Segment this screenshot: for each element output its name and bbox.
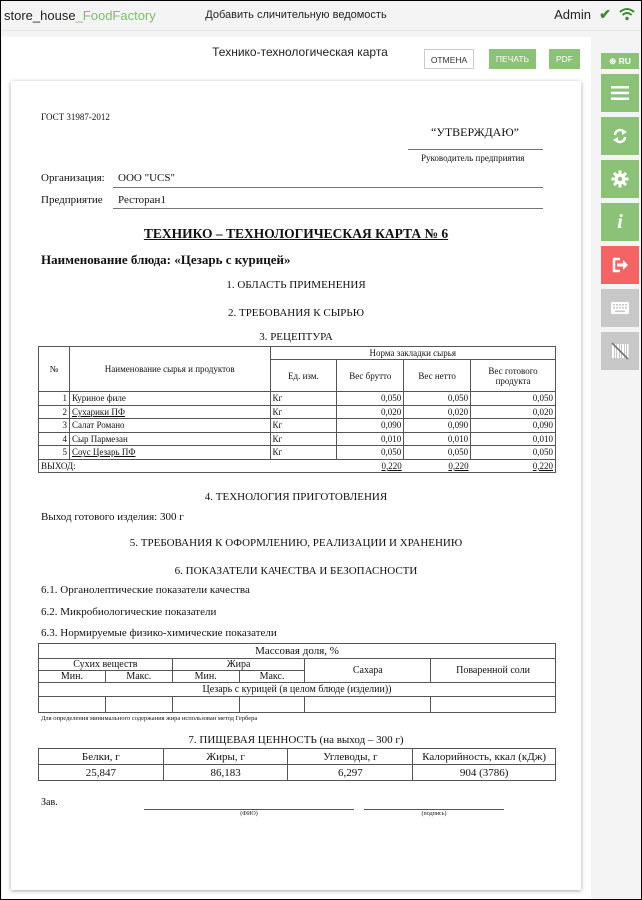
cancel-button[interactable]: ОТМЕНА bbox=[424, 49, 474, 69]
page-title: Добавить сличительную ведомость bbox=[205, 9, 387, 21]
section-5: 5. ТРЕБОВАНИЯ К ОФОРМЛЕНИЮ, РЕАЛИЗАЦИИ И ХРАНЕНИЮ bbox=[129, 537, 463, 549]
sync-button[interactable] bbox=[601, 117, 639, 155]
enterprise-value: Ресторан1 bbox=[118, 194, 166, 206]
language-button[interactable] bbox=[601, 53, 639, 69]
header-calories: Калорийность, ккал (кДж) bbox=[413, 749, 556, 765]
row-name: Куриное филе bbox=[69, 392, 270, 406]
mass-fat-min: Мин. bbox=[172, 671, 239, 683]
logout-icon bbox=[611, 256, 629, 274]
row-net: 0,090 bbox=[404, 419, 471, 433]
table-row bbox=[39, 446, 556, 460]
row-gross: 0,020 bbox=[337, 405, 404, 419]
recipe-table bbox=[38, 346, 556, 473]
row-net: 0,050 bbox=[404, 446, 471, 460]
table-row bbox=[39, 419, 556, 433]
dish-name: Наименование блюда: «Цезарь с курицей» bbox=[41, 252, 291, 267]
value-fat: 86,183 bbox=[163, 765, 288, 781]
mass-cell bbox=[39, 697, 106, 713]
mass-title: Массовая доля, % bbox=[39, 644, 556, 659]
mass-cell bbox=[305, 697, 431, 713]
enterprise-label: Предприятие bbox=[41, 194, 103, 206]
row-ready: 0,020 bbox=[471, 405, 556, 419]
head-label: Зав. bbox=[41, 797, 58, 808]
panel-title: Технико-технологическая карта bbox=[212, 45, 388, 59]
gear-icon bbox=[611, 170, 629, 188]
row-gross: 0,050 bbox=[337, 392, 404, 406]
row-net: 0,050 bbox=[404, 392, 471, 406]
app-name-prefix: store_house bbox=[4, 8, 76, 23]
row-num: 4 bbox=[39, 432, 70, 446]
mass-dish-row: Цезарь с курицей (в целом блюде (изделии)) bbox=[39, 683, 556, 697]
header-name: Наименование сырья и продуктов bbox=[69, 347, 270, 392]
row-name-link[interactable]: Сухарики ПФ bbox=[69, 405, 270, 419]
total-net: 0,220 bbox=[404, 459, 471, 473]
total-label: ВЫХОД: bbox=[39, 459, 337, 473]
method-note: Для определения минимального содержания жира использован метод Гербера bbox=[41, 715, 258, 722]
value-carbs: 6,297 bbox=[288, 765, 413, 781]
org-underline bbox=[113, 187, 543, 188]
row-gross: 0,090 bbox=[337, 419, 404, 433]
mass-cell bbox=[431, 697, 556, 713]
header-carbs: Углеводы, г bbox=[288, 749, 413, 765]
org-value: ООО "UCS" bbox=[118, 172, 175, 184]
row-gross: 0,050 bbox=[337, 446, 404, 460]
wifi-icon bbox=[619, 6, 635, 22]
signature-line bbox=[364, 809, 504, 810]
barcode-off-icon bbox=[611, 342, 629, 360]
row-ready: 0,050 bbox=[471, 446, 556, 460]
keyboard-icon bbox=[611, 302, 629, 314]
language-label: RU bbox=[618, 56, 631, 66]
app-name-accent: _FoodFactory bbox=[75, 8, 156, 23]
section-6-2: 6.2. Микробиологические показатели bbox=[41, 606, 217, 618]
keyboard-button[interactable] bbox=[601, 289, 639, 327]
row-unit: Кг bbox=[270, 432, 337, 446]
header-net: Вес нетто bbox=[404, 360, 471, 392]
header-ready: Вес готового продукта bbox=[471, 360, 556, 392]
top-bar bbox=[1, 1, 641, 31]
section-2: 2. ТРЕБОВАНИЯ К СЫРЬЮ bbox=[227, 307, 365, 319]
approve-signature-line bbox=[408, 149, 543, 150]
mass-salt-header: Поваренной соли bbox=[431, 659, 556, 683]
barcode-button[interactable] bbox=[601, 332, 639, 370]
row-gross: 0,010 bbox=[337, 432, 404, 446]
row-unit: Кг bbox=[270, 392, 337, 406]
row-name: Сыр Пармезан bbox=[69, 432, 270, 446]
section-7: 7. ПИЩЕВАЯ ЦЕННОСТЬ (на выход – 300 г) bbox=[188, 734, 404, 746]
mass-fraction-table bbox=[38, 643, 556, 713]
row-name-link[interactable]: Соус Цезарь ПФ bbox=[69, 446, 270, 460]
header-num: № bbox=[39, 347, 70, 392]
row-net: 0,010 bbox=[404, 432, 471, 446]
row-name: Салат Романо bbox=[69, 419, 270, 433]
signature-caption: (подпись) bbox=[421, 811, 447, 817]
row-num: 2 bbox=[39, 405, 70, 419]
logout-button[interactable] bbox=[601, 246, 639, 284]
row-net: 0,020 bbox=[404, 405, 471, 419]
row-num: 5 bbox=[39, 446, 70, 460]
user-name[interactable]: Admin bbox=[554, 7, 591, 22]
header-unit: Ед. изм. bbox=[270, 360, 337, 392]
row-unit: Кг bbox=[270, 419, 337, 433]
name-signature-line bbox=[144, 809, 354, 810]
mass-cell bbox=[105, 697, 172, 713]
total-row bbox=[39, 459, 556, 473]
row-ready: 0,010 bbox=[471, 432, 556, 446]
header-gross: Вес брутто bbox=[337, 360, 404, 392]
total-ready: 0,220 bbox=[471, 459, 556, 473]
mass-dry-header: Сухих веществ bbox=[39, 659, 173, 671]
row-unit: Кг bbox=[270, 405, 337, 419]
mass-cell bbox=[172, 697, 239, 713]
check-icon: ✔ bbox=[599, 6, 611, 22]
header-protein: Белки, г bbox=[39, 749, 164, 765]
section-1: 1. ОБЛАСТЬ ПРИМЕНЕНИЯ bbox=[226, 279, 366, 291]
yield-text: Выход готового изделия: 300 г bbox=[41, 511, 184, 523]
value-protein: 25,847 bbox=[39, 765, 164, 781]
row-num: 1 bbox=[39, 392, 70, 406]
mass-fat-max: Макс. bbox=[239, 671, 305, 683]
settings-button[interactable] bbox=[601, 160, 639, 198]
section-3: 3. РЕЦЕПТУРА bbox=[259, 331, 333, 343]
row-unit: Кг bbox=[270, 446, 337, 460]
section-4: 4. ТЕХНОЛОГИЯ ПРИГОТОВЛЕНИЯ bbox=[204, 491, 388, 503]
mass-sugar-header: Сахара bbox=[305, 659, 431, 683]
table-row bbox=[39, 405, 556, 419]
mass-dry-min: Мин. bbox=[39, 671, 106, 683]
mass-fat-header: Жира bbox=[172, 659, 305, 671]
table-row bbox=[39, 432, 556, 446]
section-6-3: 6.3. Нормируемые физико-химические показатели bbox=[41, 627, 277, 639]
row-ready: 0,050 bbox=[471, 392, 556, 406]
section-6: 6. ПОКАЗАТЕЛИ КАЧЕСТВА И БЕЗОПАСНОСТИ bbox=[174, 565, 418, 577]
pdf-button[interactable]: PDF bbox=[549, 49, 580, 69]
mass-dry-max: Макс. bbox=[105, 671, 172, 683]
globe-icon: ⊕ bbox=[609, 56, 617, 66]
name-caption: (ФИО) bbox=[240, 811, 258, 817]
org-label: Организация: bbox=[41, 172, 105, 184]
header-norm: Норма закладки сырья bbox=[270, 347, 556, 360]
print-button[interactable]: ПЕЧАТЬ bbox=[489, 49, 536, 69]
document-page bbox=[11, 81, 581, 890]
value-calories: 904 (3786) bbox=[413, 765, 556, 781]
menu-button[interactable] bbox=[601, 74, 639, 112]
info-button[interactable] bbox=[601, 203, 639, 241]
mass-cell bbox=[239, 697, 305, 713]
gost-label: ГОСТ 31987-2012 bbox=[41, 112, 110, 122]
menu-icon bbox=[611, 86, 629, 100]
row-ready: 0,090 bbox=[471, 419, 556, 433]
row-num: 3 bbox=[39, 419, 70, 433]
table-row bbox=[39, 392, 556, 406]
nutrition-table bbox=[38, 748, 556, 781]
enterprise-underline bbox=[113, 208, 543, 209]
total-gross: 0,220 bbox=[337, 459, 404, 473]
header-fat: Жиры, г bbox=[163, 749, 288, 765]
sync-icon bbox=[611, 127, 629, 145]
info-icon: i bbox=[617, 210, 623, 233]
approve-subtitle: Руководитель предприятия bbox=[421, 153, 525, 163]
document-title: ТЕХНИКО – ТЕХНОЛОГИЧЕСКАЯ КАРТА № 6 bbox=[143, 226, 449, 241]
section-6-1: 6.1. Органолептические показатели качества bbox=[41, 584, 250, 596]
approve-label: “УТВЕРЖДАЮ” bbox=[431, 125, 520, 139]
